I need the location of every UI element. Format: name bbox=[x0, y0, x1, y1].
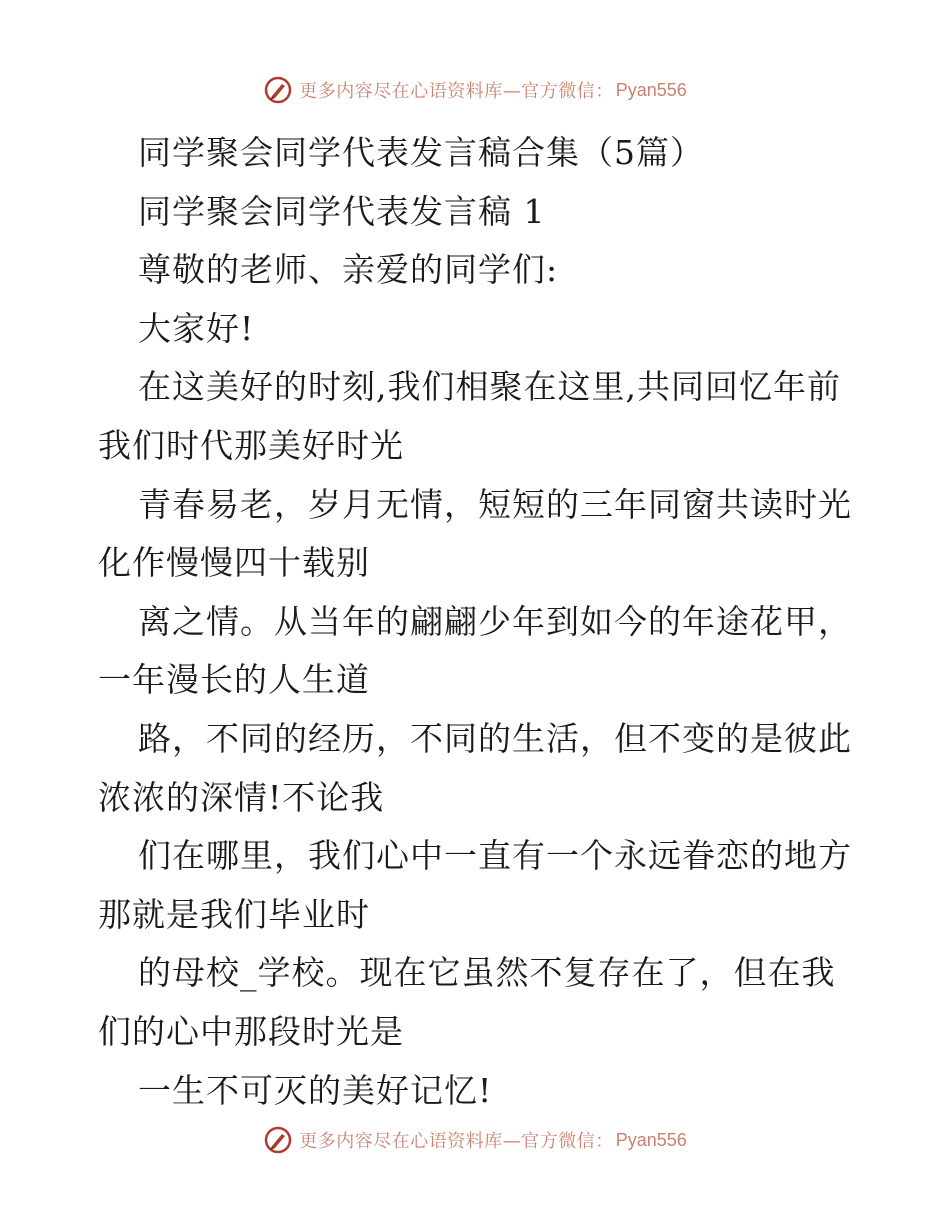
watermark-text: 更多内容尽在心语资料库—官方微信： bbox=[299, 81, 614, 102]
text-line: 在这美好的时刻,我们相聚在这里,共同回忆年前 bbox=[138, 367, 841, 407]
text-line: 们在哪里，我们心中一直有一个永远眷恋的地方 bbox=[138, 836, 852, 876]
watermark-text: 更多内容尽在心语资料库—官方微信： bbox=[299, 1131, 614, 1152]
text-line: 大家好! bbox=[138, 308, 255, 348]
text-line: 一年漫长的人生道 bbox=[98, 660, 370, 700]
text-line: 们的心中那段时光是 bbox=[98, 1011, 404, 1051]
text-line: 路，不同的经历，不同的生活，但不变的是彼此 bbox=[138, 718, 852, 758]
text-line: 的母校_学校。现在它虽然不复存在了，但在我 bbox=[138, 953, 836, 993]
text-line: 同学聚会同学代表发言稿合集（5篇） bbox=[138, 133, 704, 172]
watermark-wechat-id: Pyan556 bbox=[615, 79, 687, 100]
watermark-wechat-id: Pyan556 bbox=[615, 1129, 687, 1150]
text-line: 离之情。从当年的翩翩少年到如今的年途花甲， bbox=[138, 601, 852, 641]
text-line: 尊敬的老师、亲爱的同学们: bbox=[138, 250, 559, 290]
footer-watermark bbox=[0, 1120, 950, 1160]
text-line: 那就是我们毕业时 bbox=[98, 894, 370, 934]
document-body bbox=[98, 124, 868, 1120]
text-line: 青春易老，岁月无情，短短的三年同窗共读时光 bbox=[138, 484, 852, 524]
text-line: 化作慢慢四十载别 bbox=[98, 543, 370, 583]
quill-logo-icon bbox=[263, 1125, 293, 1155]
quill-logo-icon bbox=[263, 75, 293, 105]
text-line: 浓浓的深情!不论我 bbox=[98, 777, 385, 817]
header-watermark bbox=[0, 70, 950, 110]
text-line: 我们时代那美好时光 bbox=[98, 425, 404, 465]
text-line: 同学聚会同学代表发言稿 1 bbox=[138, 191, 546, 231]
text-line: 一生不可灭的美好记忆! bbox=[138, 1070, 493, 1110]
